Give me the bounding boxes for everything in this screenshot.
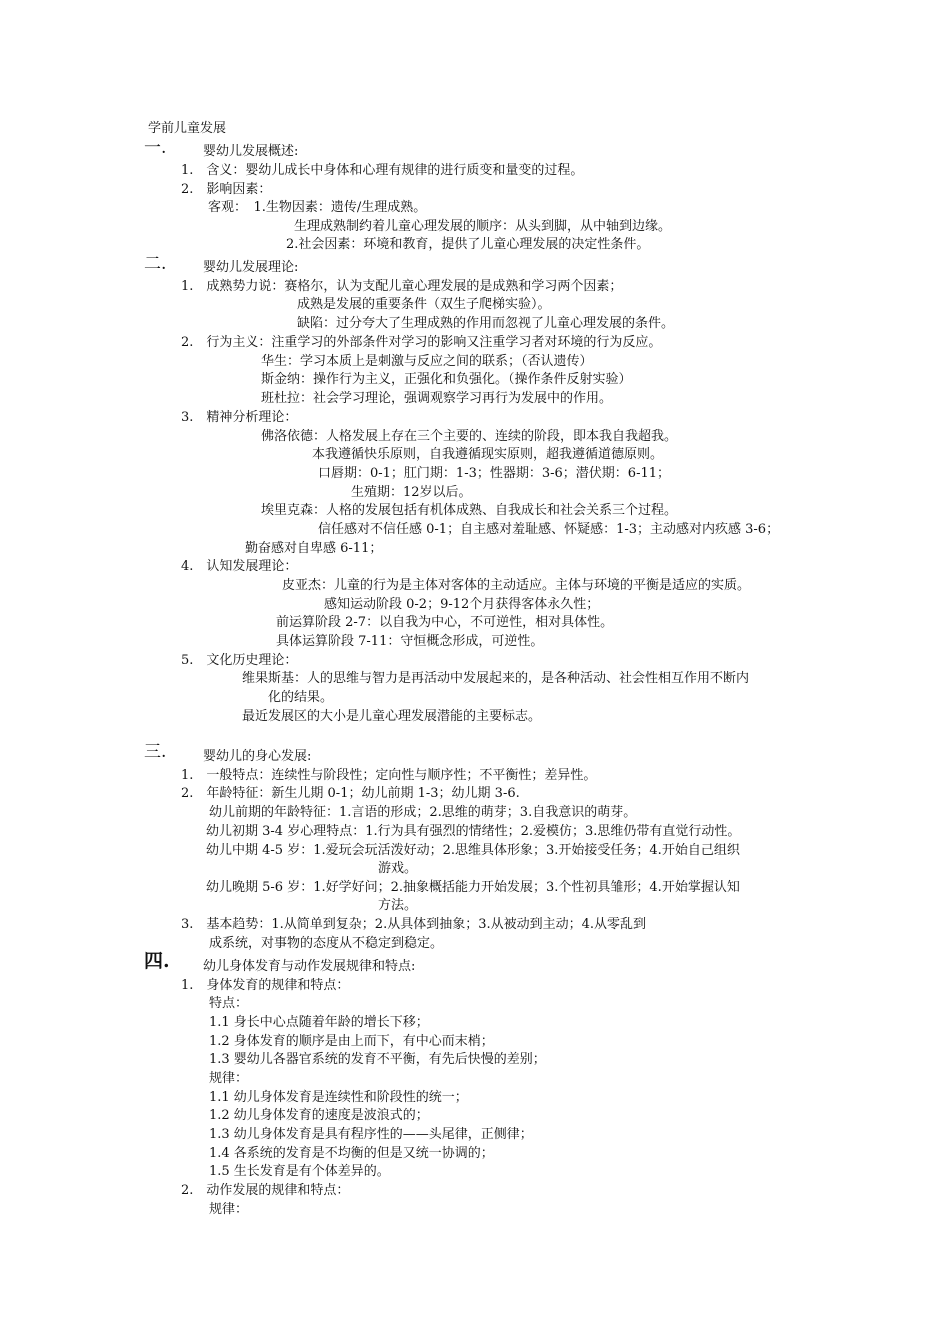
text-line: 游戏。: [378, 861, 418, 876]
text-line: 信任感对不信任感 0-1；自主感对羞耻感、怀疑感：1-3；主动感对内疚感 3-6；: [318, 522, 780, 537]
section-4-number: 四.: [144, 950, 170, 972]
section-3-title: 婴幼儿的身心发展:: [203, 749, 312, 764]
text-line: 2. 行为主义：注重学习的外部条件对学习的影响又注重学习者对环境的行为反应。: [181, 335, 662, 350]
text-line: 5. 文化历史理论：: [181, 653, 298, 668]
text-line: 2. 年龄特征：新生儿期 0-1；幼儿前期 1-3；幼儿期 3-6.: [181, 786, 520, 801]
text-line: 维果斯基：人的思维与智力是再活动中发展起来的，是各种活动、社会性相互作用不断内: [242, 671, 750, 686]
text-line: 3. 基本趋势：1.从简单到复杂；2.从具体到抽象；3.从被动到主动；4.从零乱到: [181, 917, 647, 932]
text-line: 1. 一般特点：连续性与阶段性；定向性与顺序性；不平衡性；差异性。: [181, 768, 597, 783]
text-line: 成熟是发展的重要条件（双生子爬梯实验）。: [297, 297, 551, 312]
text-line: 斯金纳：操作行为主义，正强化和负强化。（操作条件反射实验）: [261, 372, 632, 387]
text-line: 具体运算阶段 7-11：守恒概念形成，可逆性。: [276, 634, 544, 649]
text-line: 1.2 幼儿身体发育的速度是波浪式的；: [209, 1108, 429, 1123]
text-line: 皮亚杰：儿童的行为是主体对客体的主动适应。主体与环境的平衡是适应的实质。: [282, 578, 751, 593]
text-line: 埃里克森：人格的发展包括有机体成熟、自我成长和社会关系三个过程。: [261, 503, 678, 518]
text-line: 最近发展区的大小是儿童心理发展潜能的主要标志。: [242, 709, 542, 724]
text-line: 前运算阶段 2-7：以自我为中心，不可逆性，相对具体性。: [276, 615, 614, 630]
section-3-number: 三.: [144, 742, 167, 762]
section-4-title: 幼儿身体发育与动作发展规律和特点:: [203, 959, 416, 974]
section-1-number: 一.: [144, 138, 167, 158]
text-line: 特点：: [209, 996, 249, 1011]
text-line: 生殖期：12岁以后。: [351, 485, 472, 500]
text-line: 2. 影响因素：: [181, 182, 272, 197]
text-line: 班杜拉：社会学习理论，强调观察学习再行为发展中的作用。: [261, 391, 613, 406]
text-line: 方法。: [378, 898, 418, 913]
text-line: 客观： 1.生物因素：遗传/生理成熟。: [208, 200, 427, 215]
doc-title: 学前儿童发展: [148, 121, 227, 136]
text-line: 幼儿初期 3-4 岁心理特点：1.行为具有强烈的情绪性；2.爱模仿；3.思维仍带有直觉行动性。: [206, 824, 741, 839]
text-line: 成系统，对事物的态度从不稳定到稳定。: [209, 936, 444, 951]
section-2-number: 二.: [144, 254, 167, 274]
text-line: 1.2 身体发育的顺序是由上而下，有中心而末梢；: [209, 1034, 494, 1049]
text-line: 规律：: [209, 1202, 249, 1217]
section-2-title: 婴幼儿发展理论:: [203, 260, 299, 275]
text-line: 1.5 生长发育是有个体差异的。: [209, 1164, 390, 1179]
text-line: 华生：学习本质上是刺激与反应之间的联系；（否认遗传）: [261, 354, 593, 369]
text-line: 1.1 身长中心点随着年龄的增长下移；: [209, 1015, 429, 1030]
text-line: 口唇期：0-1；肛门期：1-3；性器期：3-6；潜伏期：6-11；: [318, 466, 671, 481]
text-line: 规律：: [209, 1071, 249, 1086]
text-line: 1. 身体发育的规律和特点：: [181, 978, 350, 993]
text-line: 2.社会因素：环境和教育，提供了儿童心理发展的决定性条件。: [286, 237, 650, 252]
text-line: 1. 成熟势力说：赛格尔，认为支配儿童心理发展的是成熟和学习两个因素；: [181, 279, 623, 294]
text-line: 4. 认知发展理论：: [181, 559, 298, 574]
text-line: 勤奋感对自卑感 6-11；: [245, 541, 383, 556]
text-line: 1.3 幼儿身体发育是具有程序性的——头尾律，正侧律；: [209, 1127, 533, 1142]
text-line: 1. 含义：婴幼儿成长中身体和心理有规律的进行质变和量变的过程。: [181, 163, 584, 178]
text-line: 幼儿晚期 5-6 岁：1.好学好问；2.抽象概括能力开始发展；3.个性初具雏形；4.开始掌握认知: [206, 880, 740, 895]
text-line: 3. 精神分析理论：: [181, 410, 298, 425]
text-line: 1.4 各系统的发育是不均衡的但是又统一协调的；: [209, 1146, 494, 1161]
text-line: 化的结果。: [268, 690, 334, 705]
text-line: 幼儿中期 4-5 岁：1.爱玩会玩活泼好动；2.思维具体形象；3.开始接受任务；4.开始自己组织: [206, 843, 740, 858]
text-line: 本我遵循快乐原则，自我遵循现实原则，超我遵循道德原则。: [312, 447, 664, 462]
text-line: 1.1 幼儿身体发育是连续性和阶段性的统一；: [209, 1090, 468, 1105]
text-line: 佛洛依德：人格发展上存在三个主要的、连续的阶段，即本我自我超我。: [261, 429, 678, 444]
text-line: 感知运动阶段 0-2；9-12个月获得客体永久性；: [324, 597, 600, 612]
text-line: 2. 动作发展的规律和特点：: [181, 1183, 350, 1198]
text-line: 1.3 婴幼儿各器官系统的发育不平衡，有先后快慢的差别；: [209, 1052, 546, 1067]
text-line: 缺陷：过分夸大了生理成熟的作用而忽视了儿童心理发展的条件。: [297, 316, 675, 331]
text-line: 幼儿前期的年龄特征：1.言语的形成；2.思维的萌芽；3.自我意识的萌芽。: [209, 805, 637, 820]
section-1-title: 婴幼儿发展概述:: [203, 144, 299, 159]
text-line: 生理成熟制约着儿童心理发展的顺序：从头到脚，从中轴到边缘。: [294, 219, 672, 234]
